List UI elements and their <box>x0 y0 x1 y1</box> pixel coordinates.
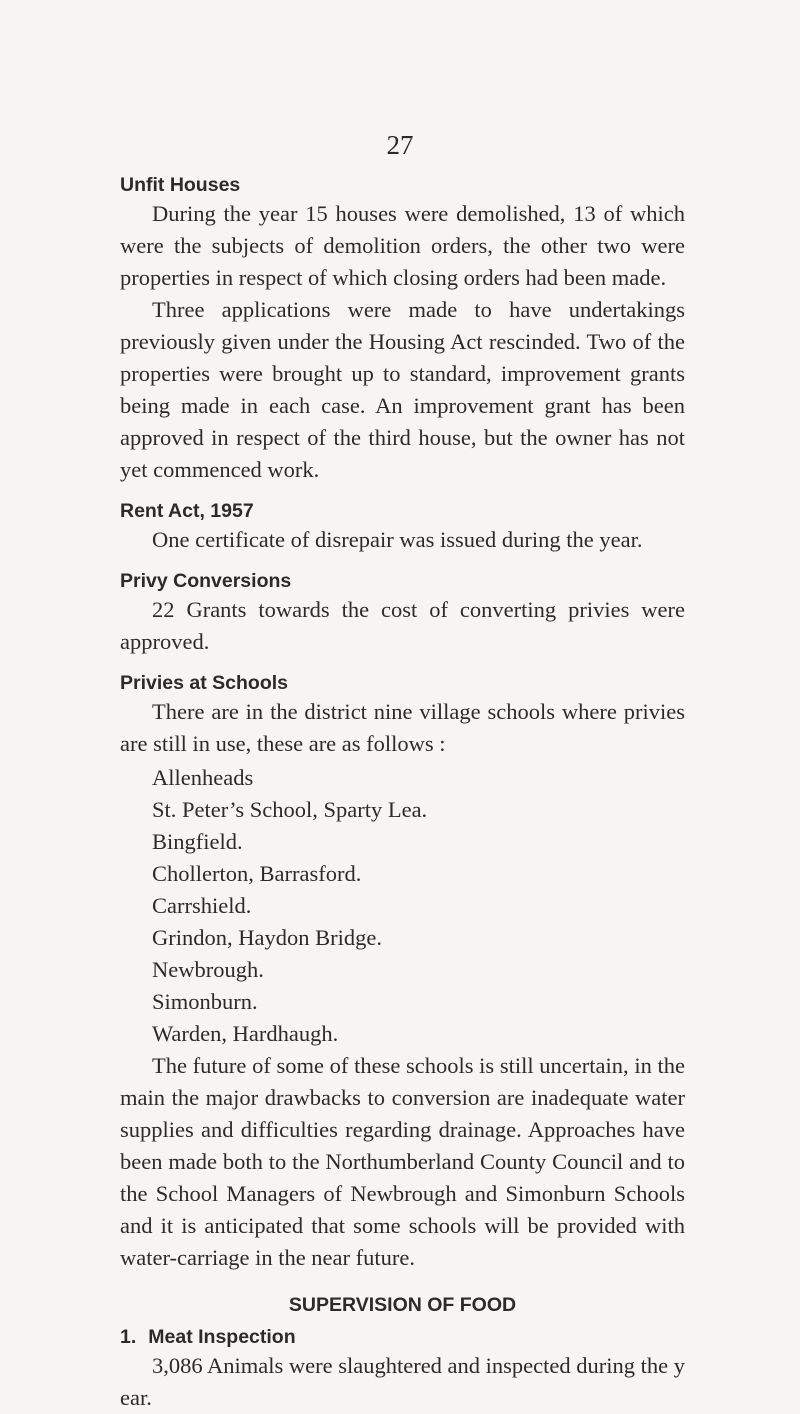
subheading-meat-inspection <box>120 1324 685 1350</box>
page-content <box>120 172 685 1414</box>
paragraph-privies-intro: There are in the district nine village schools where privies are still in use, these are as follows : <box>120 699 685 756</box>
school-list <box>152 762 685 1050</box>
heading-unfit-houses: Unfit Houses <box>120 174 241 196</box>
list-item: Allenheads <box>152 765 254 790</box>
heading-privy-conversions: Privy Conversions <box>120 570 292 592</box>
page-number: 27 <box>386 130 414 160</box>
paragraph-meat-inspection: 3,086 Animals were slaughtered and inspected during the y ear. <box>120 1353 685 1410</box>
list-item: Bingfield. <box>152 829 243 854</box>
paragraph-privy-conversions: 22 Grants towards the cost of converting privies were approved. <box>120 597 685 654</box>
list-item: Chollerton, Barrasford. <box>152 861 362 886</box>
subheading-number: 1. <box>120 1326 137 1348</box>
section-rent-act <box>120 498 685 556</box>
section-privies-at-schools <box>120 670 685 1274</box>
list-item: Simonburn. <box>152 989 258 1014</box>
list-item: Newbrough. <box>152 957 264 982</box>
paragraph-unfit-houses-2: Three applications were made to have undertakings previously given under the Housing Act rescinded. Two of the properties were brought up to standard, improvement grants being made in each case. An improvement grant has been approved in respect of the third house, but the owner has not yet commenced work. <box>120 297 685 482</box>
subheading-title: Meat Inspection <box>148 1326 296 1348</box>
section-unfit-houses <box>120 172 685 486</box>
paragraph-privies-closing: The future of some of these schools is still uncertain, in the main the major drawbacks to conversion are inadequate water supplies and difficulties regarding drainage. Approaches have been made both to the Northumberland County Council and to the School Managers of Newbrough and Simonburn Schools and it is anticipated that some schools will be provided with water-carriage in the near future. <box>120 1053 685 1270</box>
heading-rent-act: Rent Act, 1957 <box>120 500 254 522</box>
heading-privies-at-schools: Privies at Schools <box>120 672 288 694</box>
heading-supervision-of-food: SUPERVISION OF FOOD <box>288 1294 517 1316</box>
paragraph-rent-act: One certificate of disrepair was issued during the year. <box>152 527 643 552</box>
list-item: Grindon, Haydon Bridge. <box>152 925 382 950</box>
list-item: Carrshield. <box>152 893 252 918</box>
list-item: St. Peter’s School, Sparty Lea. <box>152 797 428 822</box>
section-privy-conversions <box>120 568 685 658</box>
list-item: Warden, Hardhaugh. <box>152 1021 339 1046</box>
paragraph-unfit-houses-1: During the year 15 houses were demolished, 13 of which were the subjects of demolition orders, the other two were properties in respect of which closing orders had been made. <box>120 201 685 290</box>
section-supervision-of-food <box>120 1292 685 1414</box>
